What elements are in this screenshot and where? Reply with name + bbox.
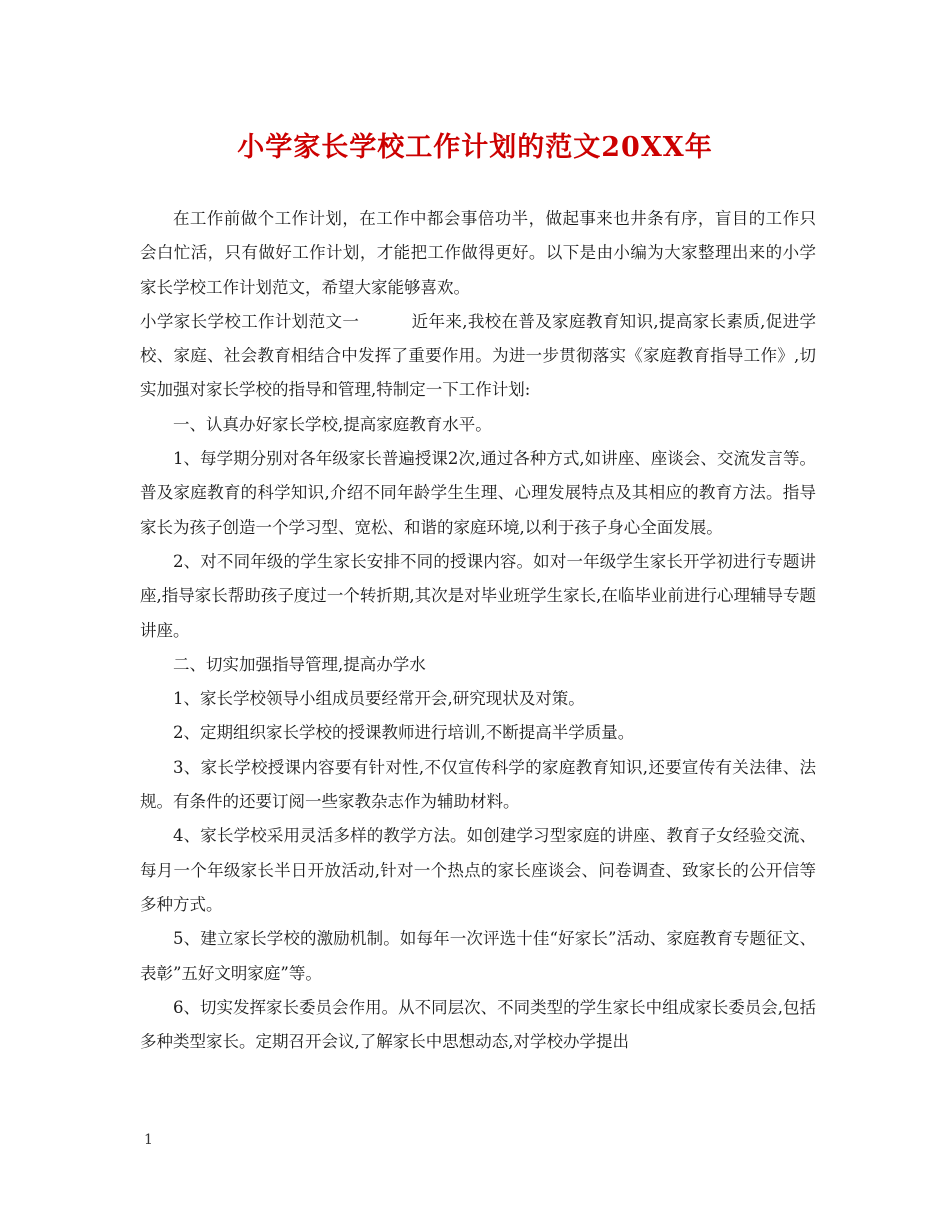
intro-paragraph: 在工作前做个工作计划，在工作中都会事倍功半，做起事来也井条有序，盲目的工作只会白忙活，只有做好工作计划，才能把工作做得更好。以下是由小编为大家整理出来的小学家长学校工作计划范文，希望大家能够喜欢。 <box>140 209 816 297</box>
page-title: 小学家长学校工作计划的范文20XX年 <box>237 132 713 163</box>
section-intro: 近年来,我校在普及家庭教育知识,提高家长素质,促进学校、家庭、社会教育相结合中发挥了重要作用。为进一步贯彻落实《家庭教育指导工作》,切实加强对家长学校的指导和管理,特制定一下工作计划: <box>140 311 816 400</box>
document-body <box>140 202 816 1059</box>
section-label: 小学家长学校工作计划范文一 <box>140 311 360 331</box>
heading-one: 一、认真办好家长学校,提高家庭教育水平。 <box>173 414 492 434</box>
page-number: 1 <box>144 1132 153 1148</box>
section-paragraph <box>140 305 816 408</box>
item-2-4: 4、家长学校采用灵活多样的教学方法。如创建学习型家庭的讲座、教育子女经验交流、每月一个年级家长半日开放活动,针对一个热点的家长座谈会、问卷调查、致家长的公开信等多种方式。 <box>140 826 816 914</box>
heading-two: 二、切实加强指导管理,提高办学水 <box>173 654 426 674</box>
item-2-1: 1、家长学校领导小组成员要经常开会,研究现状及对策。 <box>173 689 585 709</box>
item-1-2: 2、对不同年级的学生家长安排不同的授课内容。如对一年级学生家长开学初进行专题讲座,指导家长帮助孩子度过一个转折期,其次是对毕业班学生家长,在临毕业前进行心理辅导专题讲座。 <box>140 551 816 640</box>
item-2-6: 6、切实发挥家长委员会作用。从不同层次、不同类型的学生家长中组成家长委员会,包括多种类型家长。定期召开会议,了解家长中思想动态,对学校办学提出 <box>140 997 816 1052</box>
item-1-1: 1、每学期分别对各年级家长普遍授课2次,通过各种方式,如讲座、座谈会、交流发言等。普及家庭教育的科学知识,介绍不同年龄学生生理、心理发展特点及其相应的教育方法。指导家长为孩子创造一个学习型、宽松、和谐的家庭环境,以利于孩子身心全面发展。 <box>140 449 816 537</box>
item-2-3: 3、家长学校授课内容要有针对性,不仅宣传科学的家庭教育知识,还要宣传有关法律、法规。有条件的还要订阅一些家教杂志作为辅助材料。 <box>140 757 816 812</box>
item-2-5: 5、建立家长学校的激励机制。如每年一次评选十佳“好家长”活动、家庭教育专题征文、表彰”五好文明家庭”等。 <box>140 929 816 983</box>
item-2-2: 2、定期组织家长学校的授课教师进行培训,不断提高半学质量。 <box>173 723 635 743</box>
